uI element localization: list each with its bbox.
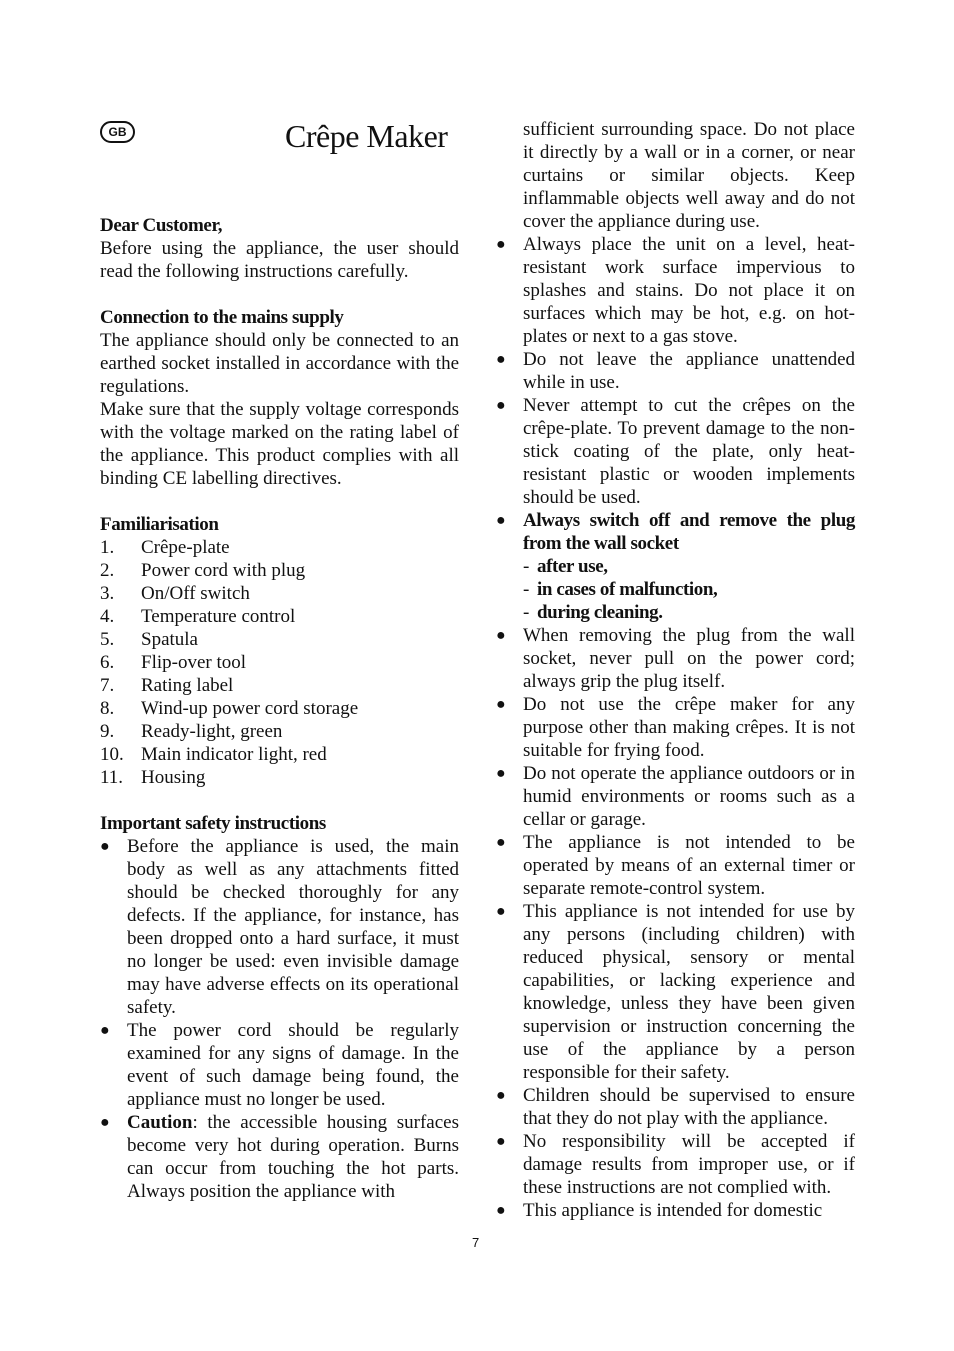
list-item: 7. Rating label <box>100 675 234 696</box>
bullet-icon: ● <box>496 351 506 368</box>
list-item: ● Caution: the accessible housing surfaces become very hot during operation. Burns can occur from touching the hot parts. Always position the appliance with <box>100 1112 459 1202</box>
left-column <box>100 118 459 1203</box>
bullet-icon: ● <box>100 838 110 855</box>
list-item: ● Do not leave the appliance unattended while in use. <box>496 349 855 393</box>
bullet-icon: ● <box>100 1022 110 1039</box>
sub-item: - in cases of malfunction, <box>523 579 718 600</box>
language-badge-gb: GB <box>100 121 135 143</box>
list-item: ● When removing the plug from the wall socket, never pull on the power cord; always grip the plug itself. <box>496 625 855 692</box>
list-item: ● Always place the unit on a level, heat-resistant work surface impervious to splashes and stains. Do not place it on surfaces which may be hot, e.g. on hot-plates or next to a gas stove. <box>496 234 855 347</box>
caution-label: Caution <box>127 1112 193 1133</box>
bullet-icon: ● <box>496 696 506 713</box>
list-item: 4. Temperature control <box>100 606 296 627</box>
bullet-icon: ● <box>496 397 506 414</box>
list-item: ● Children should be supervised to ensure that they do not play with the appliance. <box>496 1085 855 1129</box>
list-item: 11. Housing <box>100 767 206 788</box>
list-item: ● This appliance is not intended for use by any persons (including children) with reduced physical, sensory or mental capabilities, or lacking experience and knowledge, unless they have been given supervision or instruction concerning the use of the appliance by a person responsible for their safety. <box>496 901 855 1083</box>
sub-item: - during cleaning. <box>523 602 663 623</box>
list-item: 6. Flip-over tool <box>100 652 247 673</box>
list-item: 8. Wind-up power cord storage <box>100 698 359 719</box>
list-item: 5. Spatula <box>100 629 198 650</box>
bullet-icon: ● <box>100 1114 110 1131</box>
safety-heading: Important safety instructions <box>100 813 326 834</box>
mains-paragraph-2: Make sure that the supply voltage corresponds with the voltage marked on the rating label of the appliance. This product complies with all binding CE labelling directives. <box>100 399 459 489</box>
right-column <box>496 118 855 1222</box>
list-item: 2. Power cord with plug <box>100 560 306 581</box>
safety-list-right <box>496 233 855 1222</box>
list-item: ● The appliance is not intended to be operated by means of an external timer or separate remote-control system. <box>496 832 855 899</box>
familiarisation-heading: Familiarisation <box>100 514 219 535</box>
salutation: Dear Customer, <box>100 215 223 236</box>
bullet-icon: ● <box>496 1133 506 1150</box>
mains-heading: Connection to the mains supply <box>100 307 344 328</box>
list-item: ● Do not use the crêpe maker for any purpose other than making crêpes. It is not suitable for frying food. <box>496 694 855 761</box>
continued-paragraph: sufficient surrounding space. Do not place it directly by a wall or in a corner, or near curtains or similar objects. Keep inflammable objects well away and do not cover the appliance during use. <box>523 119 855 232</box>
bullet-icon: ● <box>496 1202 506 1219</box>
list-item: 1. Crêpe-plate <box>100 537 230 558</box>
sub-item: - after use, <box>523 556 608 577</box>
list-item: ● This appliance is intended for domestic <box>496 1200 823 1221</box>
list-item: ● Before the appliance is used, the main body as well as any attachments fitted should be checked thoroughly for any defects. If the appliance, for instance, has been dropped onto a hard surface, it must no longer be used: even invisible damage may have adverse effects on its operational safety. <box>100 836 459 1018</box>
list-item: ● No responsibility will be accepted if damage results from improper use, or if these instructions are not complied with. <box>496 1131 855 1198</box>
list-item: 10. Main indicator light, red <box>100 744 327 765</box>
list-item: 3. On/Off switch <box>100 583 250 604</box>
bullet-icon: ● <box>496 236 506 253</box>
intro-paragraph: Before using the appliance, the user should read the following instructions carefully. <box>100 238 459 282</box>
bullet-icon: ● <box>496 765 506 782</box>
list-item: ● The power cord should be regularly examined for any signs of damage. In the event of such damage being found, the appliance must no longer be used. <box>100 1020 459 1110</box>
bullet-icon: ● <box>496 627 506 644</box>
bullet-icon: ● <box>496 1087 506 1104</box>
list-item: ● Do not operate the appliance outdoors or in humid environments or rooms such as a cellar or garage. <box>496 763 855 830</box>
bullet-icon: ● <box>496 903 506 920</box>
parts-list <box>100 536 459 789</box>
list-item <box>496 509 855 624</box>
page-title: Crêpe Maker <box>285 118 448 154</box>
list-item: 9. Ready-light, green <box>100 721 283 742</box>
safety-list-left <box>100 835 459 1203</box>
page-number: 7 <box>472 1235 480 1250</box>
bullet-icon: ● <box>496 834 506 851</box>
bullet-icon: ● <box>496 512 506 529</box>
mains-paragraph-1: The appliance should only be connected to an earthed socket installed in accordance with the regulations. <box>100 330 459 397</box>
list-item: ● Never attempt to cut the crêpes on the crêpe-plate. To prevent damage to the non-stick coating of the plate, only heat-resistant plastic or wooden implements should be used. <box>496 395 855 508</box>
unplug-warning: Always switch off and remove the plug from the wall socket <box>523 510 855 554</box>
